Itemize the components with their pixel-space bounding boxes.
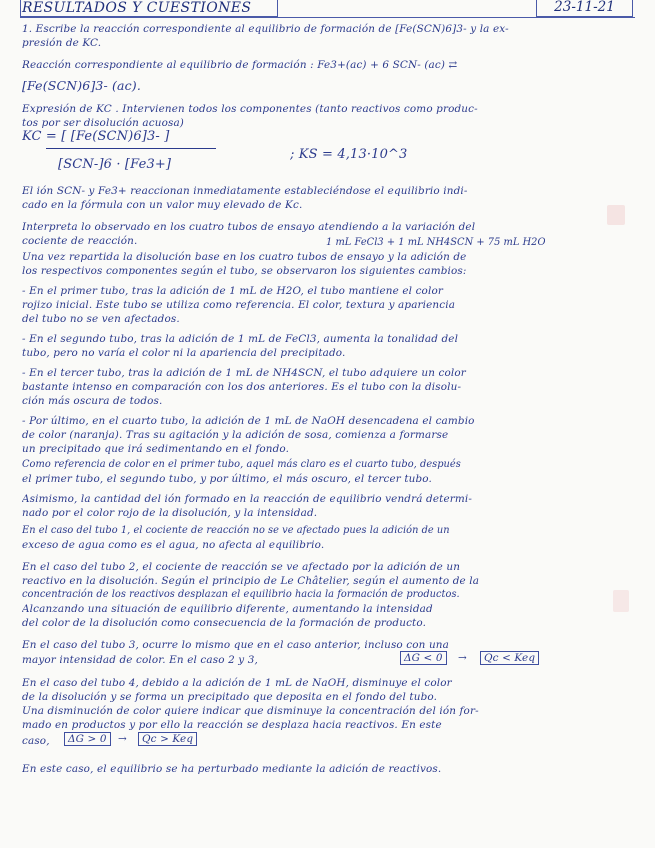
implies-arrow: → [458,652,467,664]
kc-denominator: [SCN-]6 · [Fe3+] [58,157,172,172]
text-line: En el caso del tubo 2, el cociente de reacción se ve afectado por la adición de un [22,561,461,573]
text-line: exceso de agua como es el agua, no afecta al equilibrio. [22,539,325,551]
text-line: caso, [22,735,50,747]
text-line: Una vez repartida la disolución base en los cuatro tubos de ensayo y la adición de [22,251,467,263]
page-date: 23-11-21 [536,0,633,17]
page-title: RESULTADOS Y CUESTIONES [22,0,252,16]
ks-value: ; KS = 4,13·10^3 [290,147,408,162]
qc-less-keq [480,651,539,665]
text-line: 1 mL FeCl3 + 1 mL NH4SCN + 75 mL H2O [326,237,546,248]
text-line: En el caso del tubo 4, debido a la adición de 1 mL de NaOH, disminuye el color [22,677,452,689]
delta-g-negative [400,651,447,665]
boxed-formula: ΔG > 0 [64,732,111,746]
text-line: En este caso, el equilibrio se ha perturbado mediante la adición de reactivos. [22,763,442,775]
text-line: - En el primer tubo, tras la adición de 1 mL de H2O, el tubo mantiene el color [22,285,443,297]
implies-arrow: → [118,733,127,745]
text-line: del tubo no se ven afectados. [22,313,180,325]
text-line: Alcanzando una situación de equilibrio diferente, aumentando la intensidad [22,603,433,615]
text-line: En el caso del tubo 3, ocurre lo mismo que en el caso anterior, incluso con una [22,639,449,651]
text-line: nado por el color rojo de la disolución, y la intensidad. [22,507,318,519]
header-rule [20,17,635,18]
text-line: mado en productos y por ello la reacción se desplaza hacia reactivos. En este [22,719,442,731]
text-line: cado en la fórmula con un valor muy elevado de Kc. [22,199,303,211]
text-line: Interpreta lo observado en los cuatro tubos de ensayo atendiendo a la variación del [22,221,476,233]
boxed-formula: Qc < Keq [480,651,539,665]
text-line: tos por ser disolución acuosa) [22,117,185,129]
text-line: - En el segundo tubo, tras la adición de 1 mL de FeCl3, aumenta la tonalidad del [22,333,459,345]
fraction-bar [46,148,216,149]
text-line: de la disolución y se forma un precipitado que deposita en el fondo del tubo. [22,691,438,703]
kc-numerator: KC = [ [Fe(SCN)6]3- ] [22,129,170,144]
text-line: presión de KC. [22,37,102,49]
text-line: del color de la disolución como consecuencia de la formación de producto. [22,617,427,629]
boxed-formula: ΔG < 0 [400,651,447,665]
delta-g-positive [64,732,111,746]
text-line: un precipitado que irá sedimentando en el fondo. [22,443,290,455]
text-line: concentración de los reactivos desplazan el equilibrio hacia la formación de productos. [22,589,460,600]
text-line: Expresión de KC . Intervienen todos los componentes (tanto reactivos como produc- [22,103,478,115]
text-line: de color (naranja). Tras su agitación y la adición de sosa, comienza a formarse [22,429,449,441]
text-line: En el caso del tubo 1, el cociente de reacción no se ve afectado pues la adición de un [22,525,450,536]
qc-greater-keq [138,732,197,746]
text-line: - Por último, en el cuarto tubo, la adición de 1 mL de NaOH desencadena el cambio [22,415,475,427]
text-line: el primer tubo, el segundo tubo, y por último, el más oscuro, el tercer tubo. [22,473,432,485]
boxed-formula: Qc > Keq [138,732,197,746]
text-line: Una disminución de color quiere indicar que disminuye la concentración del ión for- [22,705,479,717]
text-line: mayor intensidad de color. En el caso 2 y 3, [22,654,258,666]
text-line: [Fe(SCN)6]3- (ac). [22,78,141,93]
text-line: 1. Escribe la reacción correspondiente al equilibrio de formación de [Fe(SCN)6]3- y la ex- [22,23,509,35]
text-line: Como referencia de color en el primer tubo, aquel más claro es el cuarto tubo, después [22,459,461,470]
text-line: ción más oscura de todos. [22,395,163,407]
text-line: El ión SCN- y Fe3+ reaccionan inmediatamente estableciéndose el equilibrio indi- [22,185,468,197]
text-line: bastante intenso en comparación con los dos anteriores. Es el tubo con la disolu- [22,381,462,393]
text-line: Asimismo, la cantidad del ión formado en la reacción de equilibrio vendrá determi- [22,493,472,505]
text-line: Reacción correspondiente al equilibrio de formación : Fe3+(ac) + 6 SCN- (ac) ⇄ [22,59,458,71]
text-line: - En el tercer tubo, tras la adición de 1 mL de NH4SCN, el tubo adquiere un color [22,367,466,379]
text-line: tubo, pero no varía el color ni la apariencia del precipitado. [22,347,346,359]
text-line: reactivo en la disolución. Según el principio de Le Châtelier, según el aumento de la [22,575,480,587]
text-line: cociente de reacción. [22,235,138,247]
text-line: los respectivos componentes según el tubo, se observaron los siguientes cambios: [22,265,467,277]
text-line: rojizo inicial. Este tubo se utiliza como referencia. El color, textura y apariencia [22,299,456,311]
